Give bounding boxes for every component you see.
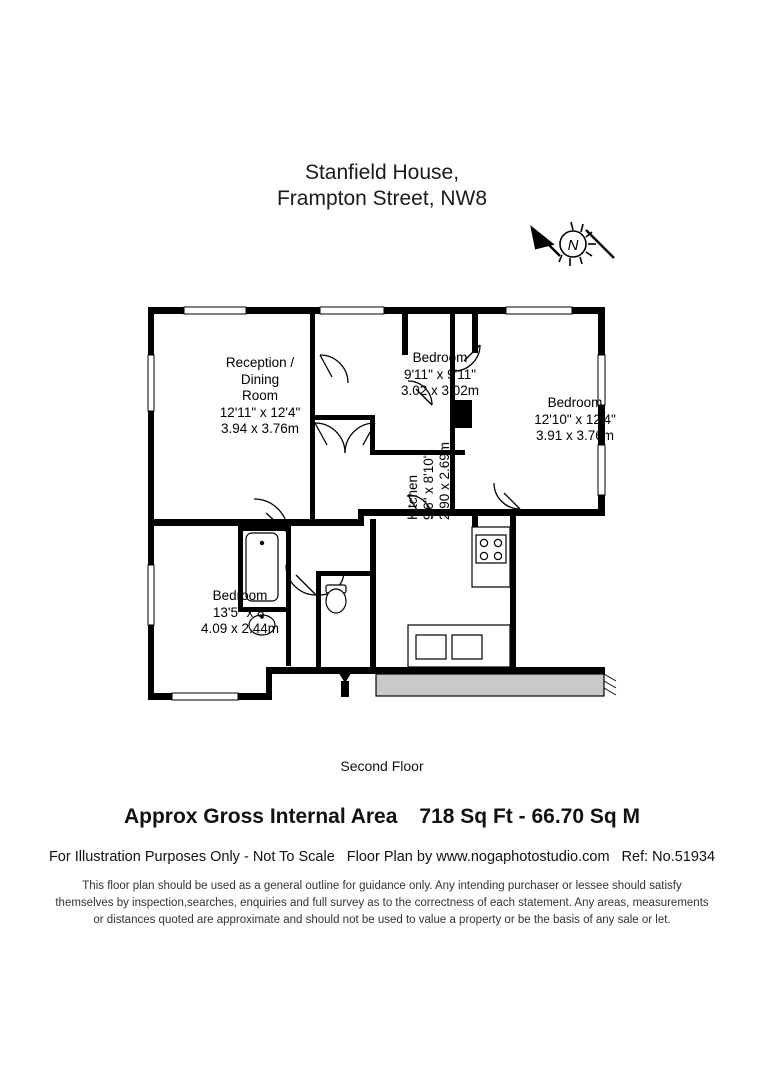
room-dim-metric: 4.09 x 2.44m [200, 621, 280, 636]
room-dim-imperial: 9'6" x 8'10" [421, 453, 436, 520]
disclaimer-line: This floor plan should be used as a general outline for guidance only. Any intending purchaser or lessee should satisfy [82, 880, 682, 892]
floor-caption: Second Floor [340, 758, 424, 774]
room-dim-imperial: 12'11" x 12'4" [219, 404, 301, 420]
room-name-line: Kitchen [405, 474, 420, 520]
room-name-line: Bedroom [412, 350, 468, 365]
room-label-bedroom-2 [360, 350, 520, 400]
room-name-line: Bedroom [212, 588, 268, 603]
title-line-1: Stanfield House, [304, 161, 460, 184]
credit-line [0, 849, 764, 865]
room-dim-metric: 2.90 x 2.69m [437, 441, 452, 520]
disclaimer-line: themselves by inspection,searches, enquiries and full survey as to the correctness of each statement. Any areas, measurements [55, 897, 709, 909]
credit-reference: Ref: No.51934 [621, 849, 716, 865]
area-label: Approx Gross Internal Area [123, 805, 398, 828]
title-line-2: Frampton Street, NW8 [276, 187, 488, 210]
room-dim-metric: 3.91 x 3.76m [535, 428, 615, 443]
kitchen-fixtures [408, 527, 510, 667]
area-separator: - [518, 805, 526, 828]
disclaimer-text [55, 878, 709, 929]
disclaimer-line: or distances quoted are approximate and should not be used to value a property or be the basis of any sale or let. [93, 914, 671, 926]
credit-author: Floor Plan by www.nogaphotostudio.com [346, 849, 610, 865]
area-sqm: 66.70 Sq M [531, 805, 641, 828]
room-dim-metric: 3.02 x 3.02m [400, 383, 480, 398]
room-name-line: Reception / [225, 355, 295, 370]
room-label-bedroom-3 [495, 395, 655, 445]
entrance-arrow [335, 667, 355, 697]
credit-purpose: For Illustration Purposes Only - Not To Scale [48, 849, 335, 865]
room-label-bedroom-1 [160, 588, 320, 638]
area-sqft: 718 Sq Ft [419, 805, 513, 828]
room-name-line: Bedroom [547, 395, 603, 410]
room-label-kitchen [405, 410, 452, 520]
room-dim-metric: 3.94 x 3.76m [220, 421, 300, 436]
room-dim-imperial: 9'11" x 9'11" [403, 366, 477, 382]
compass-rose [508, 218, 628, 278]
room-name-line: Dining [240, 371, 280, 387]
area-summary [0, 805, 764, 829]
room-dim-imperial: 12'10" x 12'4" [534, 411, 616, 427]
floorplan-drawing [120, 295, 640, 735]
room-name-line: Room [241, 388, 278, 403]
compass-label: N [567, 237, 579, 254]
page-title [0, 160, 764, 212]
room-label-reception [180, 355, 340, 438]
room-dim-imperial: 13'5" x 8' [212, 604, 268, 620]
